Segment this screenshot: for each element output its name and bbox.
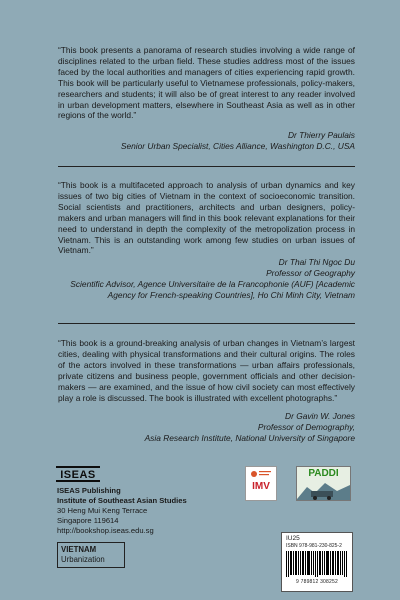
reviewer-name: Dr Thierry Paulais xyxy=(287,130,355,140)
divider xyxy=(58,166,355,167)
divider xyxy=(58,323,355,324)
imv-emblem-icon xyxy=(246,468,276,480)
quote-du: “This book is a multifaceted approach to analysis of urban dynamics and key issues of two big cities of Vietnam in the context of socioeconomic transition. Social scientists and practitioners, architects and urban designers, policy-makers and urban managers will find in this book relevant explanations for their need to understand in depth the complexity of the metropolization process in Vietnam. This is an outstanding work among few studies on urban issues of Vietnam.” xyxy=(58,180,355,256)
quote-paulais: “This book presents a panorama of research studies involving a wide range of disciplines related to the urban field. These studies address most of the issues faced by the local authorities and managers of cities experiencing rapid growth. This book will be particularly useful to Vietnamese professionals, policy-makers, researchers and students; it will also be of great interest to any reader involved in urban development matters, elsewhere in Southeast Asia as well as in other regions of the world.” xyxy=(58,45,355,121)
paddi-logo xyxy=(296,466,351,501)
reviewer-role: Senior Urban Specialist, Cities Alliance, Washington D.C., USA xyxy=(120,140,355,151)
publisher-info xyxy=(57,486,217,536)
attribution-jones xyxy=(55,411,355,444)
reviewer-affiliation: Scientific Advisor, Agence Universitaire de la Francophonie (AUF) [Academic Agency for French-speaking Countries], Ho Chi Minh City, Vietnam xyxy=(70,278,355,300)
reviewer-name: Dr Gavin W. Jones xyxy=(285,411,355,421)
iseas-logo xyxy=(56,464,100,484)
publisher-address-line: 30 Heng Mui Keng Terrace xyxy=(57,506,148,515)
series-label xyxy=(57,542,125,568)
publisher-url[interactable]: http://bookshop.iseas.edu.sg xyxy=(57,526,154,535)
quote-jones: “This book is a ground-breaking analysis of urban changes in Vietnam’s largest cities, dealing with physical transformations and their cultural origins. The roles of the actors involved in these transformations — urban affairs professionals, private citizens and business people, government officials and other decision-makers — are examined, and the issue of how civil society can most effectively play a role is discussed. The book is illustrated with excellent photographs.” xyxy=(58,338,355,403)
reviewer-affiliation: Asia Research Institute, National University of Singapore xyxy=(144,432,355,443)
imv-label: IMV xyxy=(252,481,270,492)
attribution-paulais xyxy=(55,130,355,152)
barcode xyxy=(281,532,353,592)
series-topic: Urbanization xyxy=(61,555,105,564)
publisher-address-line: Singapore 119614 xyxy=(57,516,119,525)
barcode-code: IU25 xyxy=(286,535,300,542)
series-category: VIETNAM xyxy=(61,545,97,554)
publisher-name: ISEAS Publishing xyxy=(57,486,121,495)
barcode-isbn: ISBN 978-981-230-825-2 xyxy=(286,543,342,549)
reviewer-role: Professor of Demography, xyxy=(257,421,355,432)
publisher-institute: Institute of Southeast Asian Studies xyxy=(57,496,187,505)
barcode-bars-icon xyxy=(286,551,348,577)
reviewer-role: Professor of Geography xyxy=(266,267,355,278)
paddi-label: PADDI xyxy=(308,468,339,479)
svg-text:ISEAS: ISEAS xyxy=(60,469,96,482)
reviewer-name: Dr Thai Thi Ngoc Du xyxy=(278,257,355,267)
imv-logo xyxy=(245,466,277,501)
paddi-illustration-icon xyxy=(297,479,350,501)
attribution-du xyxy=(55,257,355,301)
barcode-number: 9 789812 308252 xyxy=(296,579,338,585)
